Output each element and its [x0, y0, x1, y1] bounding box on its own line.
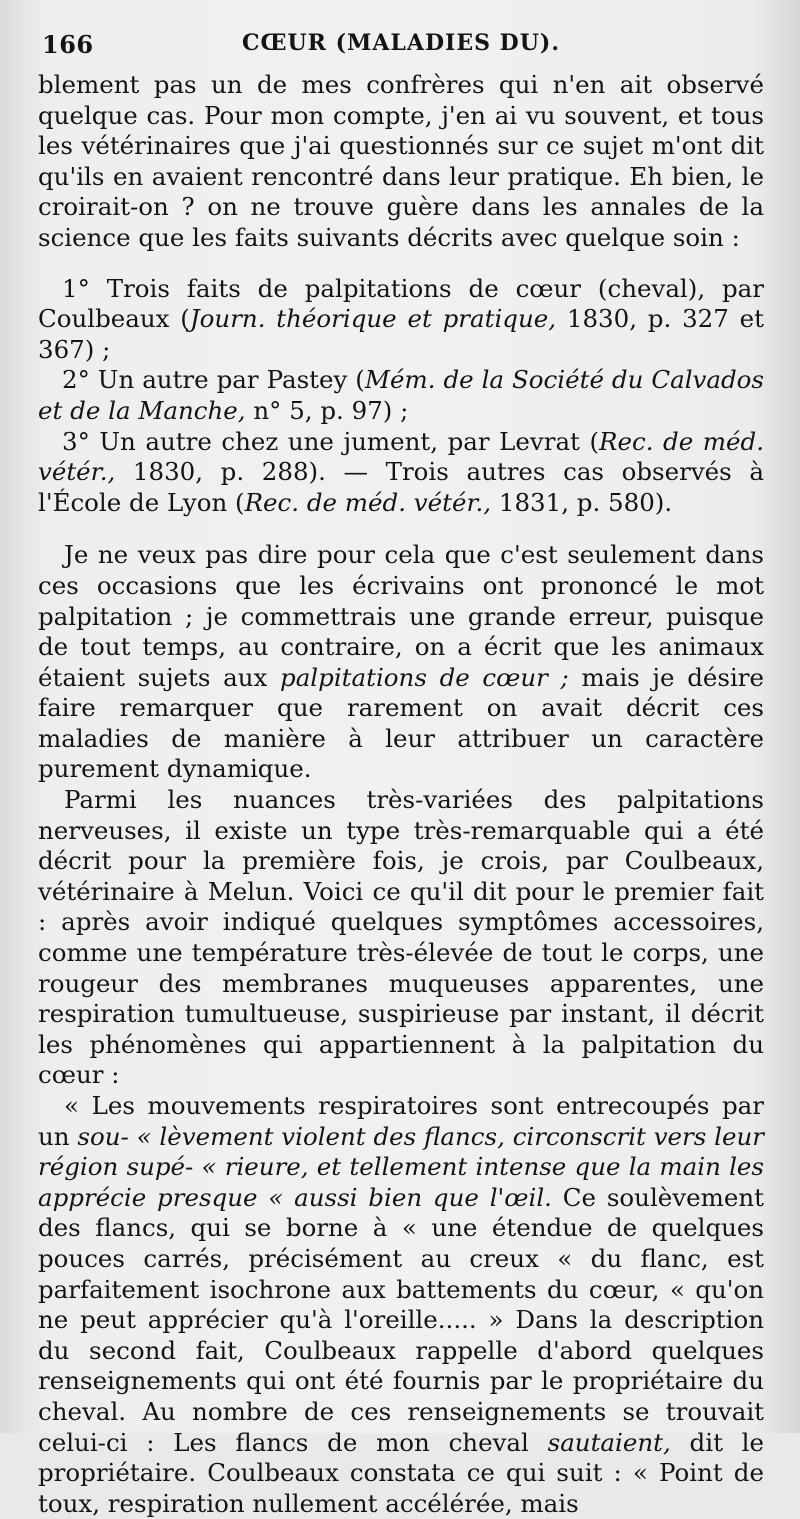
reference-list: [38, 274, 764, 519]
reference-item-3: 3° Un autre chez une jument, par Levrat (Rec. de méd. vétér., 1830, p. 288). — Trois autres cas observés à l'École de Lyon (Rec. de méd. vétér., 1831, p. 580).: [38, 426, 764, 517]
running-title: CŒUR (MALADIES DU).: [242, 30, 560, 56]
paragraph-continuation: blement pas un de mes confrères qui n'en ait observé quelque cas. Pour mon compte, j'en ai vu souvent, et tous les vétérinaires que j'ai questionnés sur ce sujet m'ont dit qu'ils en avaient rencontré dans leur pratique. Eh bien, le croirait-on ? on ne trouve guère dans les annales de la science que les faits suivants décrits avec quelque soin :: [38, 70, 764, 252]
paragraph: Parmi les nuances très-variées des palpitations nerveuses, il existe un type très-remarquable qui a été décrit pour la première fois, je crois, par Coulbeaux, vétérinaire à Melun. Voici ce qu'il dit pour le premier fait : après avoir indiqué quelques symptômes accessoires, comme une température très-élevée de tout le corps, une rougeur des membranes muqueuses apparentes, une respiration tumultueuse, suspirieuse par instant, il décrit les phénomènes qui appartiennent à la palpitation du cœur :: [38, 785, 764, 1090]
body-text: [38, 70, 764, 1519]
reference-item-2: 2° Un autre par Pastey (Mém. de la Société du Calvados et de la Manche, n° 5, p. 97) ;: [38, 365, 764, 425]
page-header: [38, 26, 764, 70]
page-number: 166: [42, 30, 94, 59]
quoted-paragraph: « Les mouvements respiratoires sont entrecoupés par un sou- « lèvement violent des flancs, circonscrit vers leur région supé- « rieure, et tellement intense que la main les apprécie presque « aussi bien que l'œil. Ce soulèvement des flancs, qui se borne à « une étendue de quelques pouces carrés, précisément au creux « du flanc, est parfaitement isochrone aux battements du cœur, « qu'on ne peut apprécier qu'à l'oreille..... » Dans la description du second fait, Coulbeaux rappelle d'abord quelques renseignements qui ont été fournis par le propriétaire du cheval. Au nombre de ces renseignements se trouvait celui-ci : Les flancs de mon cheval sautaient, dit le propriétaire. Coulbeaux constata ce qui suit : « Point de toux, respiration nullement accélérée, mais: [38, 1091, 764, 1518]
paragraph: Je ne veux pas dire pour cela que c'est seulement dans ces occasions que les écrivains ont prononcé le mot palpitation ; je commettrais une grande erreur, puisque de tout temps, au contraire, on a écrit que les animaux étaient sujets aux palpitations de cœur ; mais je désire faire remarquer que rarement on avait décrit ces maladies de manière à leur attribuer un caractère purement dynamique.: [38, 540, 764, 784]
reference-item-1: 1° Trois faits de palpitations de cœur (cheval), par Coulbeaux (Journ. théorique et pratique, 1830, p. 327 et 367) ;: [38, 273, 764, 364]
